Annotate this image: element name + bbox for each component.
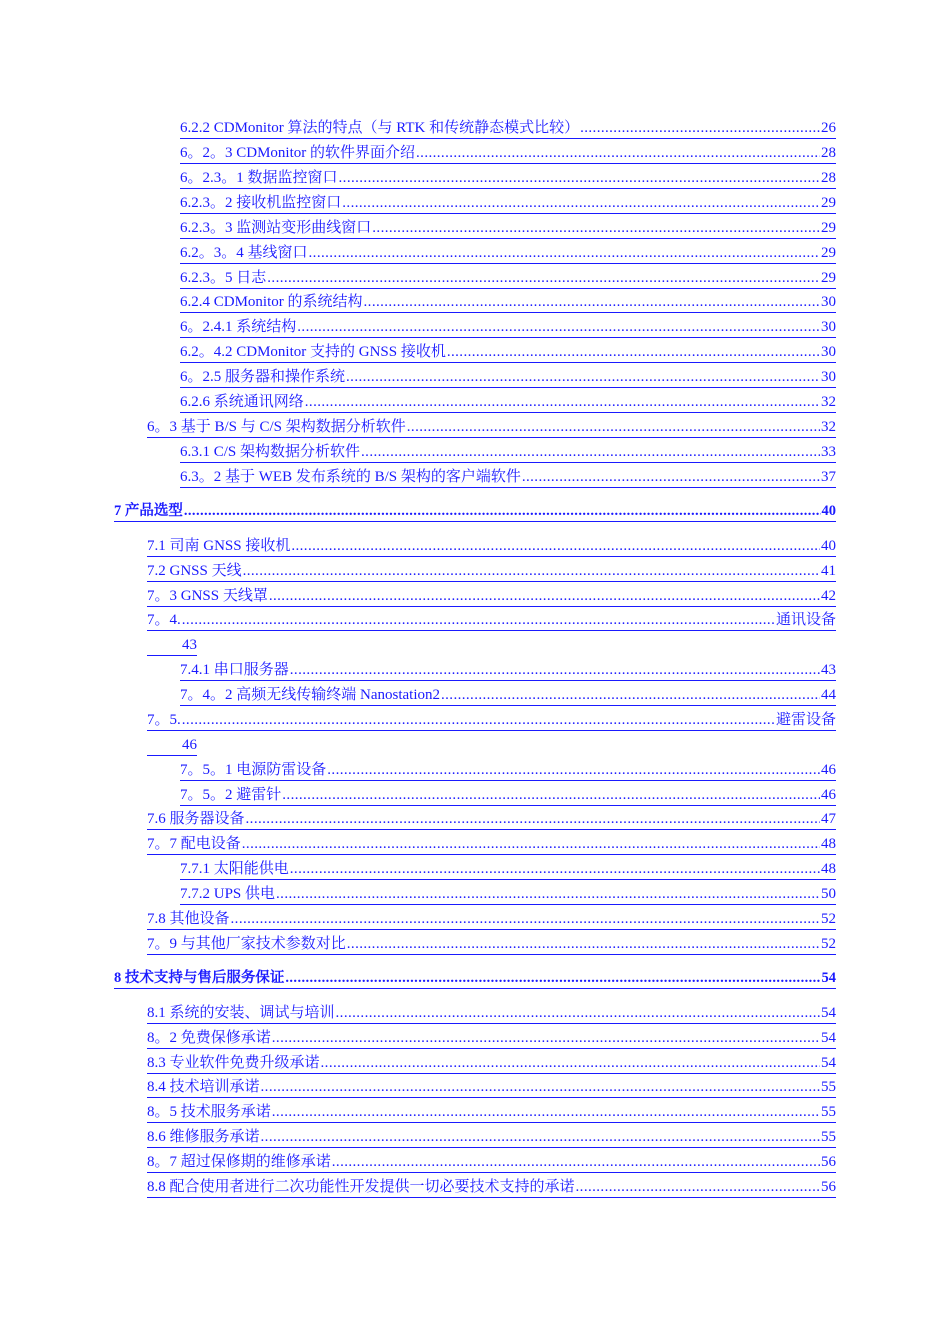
toc-entry[interactable] bbox=[147, 1077, 836, 1098]
toc-entry-text: 6。2.3。1 数据监控窗口 bbox=[180, 170, 338, 186]
toc-entry-text: 7。5。2 避雷针 bbox=[180, 787, 282, 803]
toc-entry[interactable] bbox=[147, 417, 836, 438]
toc-entry-text: 8.6 维修服务承诺 bbox=[147, 1129, 260, 1145]
toc-entry[interactable] bbox=[147, 909, 836, 930]
toc-entry[interactable] bbox=[180, 118, 836, 139]
toc-page-number: 42 bbox=[821, 588, 836, 604]
toc-entry-text: 7.8 其他设备 bbox=[147, 911, 230, 927]
toc-page-number-continuation[interactable]: 43 bbox=[147, 635, 197, 656]
toc-page-number: 46 bbox=[821, 787, 836, 803]
toc-entry-text: 6.2.6 系统通讯网络 bbox=[180, 394, 304, 410]
toc-entry-text: 7。3 GNSS 天线罩 bbox=[147, 588, 268, 604]
toc-entry[interactable] bbox=[147, 1053, 836, 1074]
toc-entry-text: 7。5. bbox=[147, 712, 181, 728]
toc-page-number: 43 bbox=[821, 662, 836, 678]
toc-entry[interactable] bbox=[180, 442, 836, 463]
toc-page-number: 44 bbox=[821, 687, 836, 703]
toc-page-number: 55 bbox=[821, 1129, 836, 1145]
toc-entry-tail: 通讯设备 bbox=[775, 612, 836, 628]
toc-page-number: 55 bbox=[821, 1079, 836, 1095]
toc-entry-text: 6.3。2 基于 WEB 发布系统的 B/S 架构的客户端软件 bbox=[180, 469, 521, 485]
toc-leader bbox=[243, 561, 820, 581]
toc-leader bbox=[580, 118, 820, 138]
toc-entry[interactable] bbox=[180, 168, 836, 189]
toc-leader bbox=[576, 1177, 820, 1197]
toc-entry[interactable] bbox=[147, 1003, 836, 1024]
toc-leader bbox=[447, 342, 820, 362]
toc-entry-text: 6。2。3 CDMonitor 的软件界面介绍 bbox=[180, 145, 416, 161]
toc-entry[interactable] bbox=[180, 660, 836, 681]
toc-page-number: 48 bbox=[821, 836, 836, 852]
toc-entry[interactable] bbox=[180, 760, 836, 781]
toc-leader bbox=[184, 501, 821, 521]
toc-entry-wrapped[interactable] bbox=[147, 710, 836, 731]
toc-entry-text: 6.2.3。5 日志 bbox=[180, 270, 267, 286]
toc-leader bbox=[272, 1028, 820, 1048]
toc-entry[interactable] bbox=[180, 785, 836, 806]
toc-entry-text: 8。7 超过保修期的维修承诺 bbox=[147, 1154, 331, 1170]
toc-entry-text: 7。7 配电设备 bbox=[147, 836, 241, 852]
toc-entry-text: 7.7.2 UPS 供电 bbox=[180, 886, 276, 902]
toc-entry[interactable] bbox=[147, 809, 836, 830]
toc-entry-text: 8.8 配合使用者进行二次功能性开发提供一切必要技术支持的承诺 bbox=[147, 1179, 575, 1195]
toc-entry-text: 8。2 免费保修承诺 bbox=[147, 1030, 271, 1046]
toc-leader bbox=[267, 268, 820, 288]
toc-entry-text: 8。5 技术服务承诺 bbox=[147, 1104, 271, 1120]
toc-leader bbox=[339, 168, 820, 188]
toc-entry-text: 6.3.1 C/S 架构数据分析软件 bbox=[180, 444, 361, 460]
toc-entry[interactable] bbox=[147, 1028, 836, 1049]
toc-leader bbox=[309, 243, 820, 263]
toc-page-number: 50 bbox=[821, 886, 836, 902]
toc-page-number: 40 bbox=[821, 503, 836, 519]
toc-leader bbox=[321, 1053, 820, 1073]
toc-entry-text: 6.2。4.2 CDMonitor 支持的 GNSS 接收机 bbox=[180, 344, 446, 360]
toc-leader bbox=[285, 968, 820, 988]
toc-entry-text: 7.6 服务器设备 bbox=[147, 811, 245, 827]
toc-page-number: 52 bbox=[821, 936, 836, 952]
toc-entry[interactable] bbox=[147, 561, 836, 582]
toc-leader bbox=[272, 1102, 820, 1122]
toc-page-number: 54 bbox=[821, 970, 836, 986]
toc-entry-text: 8.1 系统的安装、调试与培训 bbox=[147, 1005, 335, 1021]
toc-page-number: 46 bbox=[821, 762, 836, 778]
toc-page-number: 54 bbox=[821, 1005, 836, 1021]
toc-entry-text: 7。4. bbox=[147, 612, 181, 628]
toc-entry[interactable] bbox=[180, 243, 836, 264]
toc-page-number: 47 bbox=[821, 811, 836, 827]
toc-page-number: 54 bbox=[821, 1030, 836, 1046]
toc-entry[interactable] bbox=[147, 586, 836, 607]
toc-leader bbox=[231, 909, 820, 929]
toc-entry-text: 7.4.1 串口服务器 bbox=[180, 662, 289, 678]
toc-page-number: 29 bbox=[821, 195, 836, 211]
toc-entry-text: 6。2.4.1 系统结构 bbox=[180, 319, 297, 335]
toc-leader bbox=[327, 760, 820, 780]
toc-entry-text: 6。3 基于 B/S 与 C/S 架构数据分析软件 bbox=[147, 419, 406, 435]
toc-chapter-entry[interactable] bbox=[114, 968, 836, 989]
toc-entry-wrapped[interactable] bbox=[147, 610, 836, 631]
toc-page-number: 26 bbox=[821, 120, 836, 136]
toc-page-number: 40 bbox=[821, 538, 836, 554]
toc-entry-text: 7。4。2 高频无线传输终端 Nanostation2 bbox=[180, 687, 440, 703]
toc-page-number: 52 bbox=[821, 911, 836, 927]
toc-leader bbox=[182, 610, 775, 630]
toc-entry[interactable] bbox=[180, 193, 836, 214]
toc-entry-text: 7。9 与其他厂家技术参数对比 bbox=[147, 936, 346, 952]
toc-entry[interactable] bbox=[147, 934, 836, 955]
toc-page-number: 29 bbox=[821, 220, 836, 236]
toc-leader bbox=[416, 143, 820, 163]
toc-entry[interactable] bbox=[180, 342, 836, 363]
toc-page-number: 37 bbox=[821, 469, 836, 485]
toc-entry[interactable] bbox=[180, 884, 836, 905]
toc-entry[interactable] bbox=[147, 1102, 836, 1123]
toc-entry-text: 8.3 专业软件免费升级承诺 bbox=[147, 1055, 320, 1071]
toc-leader bbox=[305, 392, 820, 412]
toc-leader bbox=[407, 417, 820, 437]
toc-leader bbox=[297, 317, 820, 337]
toc-leader bbox=[276, 884, 820, 904]
toc-page-number: 55 bbox=[821, 1104, 836, 1120]
toc-page-number: 41 bbox=[821, 563, 836, 579]
toc-leader bbox=[347, 934, 820, 954]
toc-entry-text: 7。5。1 电源防雷设备 bbox=[180, 762, 327, 778]
toc-page-number: 30 bbox=[821, 294, 836, 310]
toc-leader bbox=[336, 1003, 820, 1023]
toc-leader bbox=[522, 467, 820, 487]
toc-page-number: 28 bbox=[821, 170, 836, 186]
toc-page-number: 28 bbox=[821, 145, 836, 161]
toc-leader bbox=[269, 586, 820, 606]
toc-entry-text: 7.7.1 太阳能供电 bbox=[180, 861, 289, 877]
toc-page-number: 54 bbox=[821, 1055, 836, 1071]
toc-entry[interactable] bbox=[180, 685, 836, 706]
toc-leader bbox=[282, 785, 820, 805]
toc-page-number-continuation[interactable]: 46 bbox=[147, 735, 197, 756]
toc-entry-text: 8 技术支持与售后服务保证 bbox=[114, 970, 285, 986]
toc-leader bbox=[290, 859, 820, 879]
toc-entry-text: 6.2。3。4 基线窗口 bbox=[180, 245, 308, 261]
toc-page-number: 30 bbox=[821, 319, 836, 335]
toc-page-number: 48 bbox=[821, 861, 836, 877]
toc-entry-text: 8.4 技术培训承诺 bbox=[147, 1079, 260, 1095]
toc-entry-tail: 避雷设备 bbox=[775, 712, 836, 728]
toc-entry[interactable] bbox=[180, 317, 836, 338]
toc-chapter-entry[interactable] bbox=[114, 501, 836, 522]
toc-entry[interactable] bbox=[147, 1127, 836, 1148]
toc-page-number: 30 bbox=[821, 369, 836, 385]
toc-entry-text: 6.2.3。2 接收机监控窗口 bbox=[180, 195, 342, 211]
toc-entry[interactable] bbox=[180, 859, 836, 880]
toc-entry[interactable] bbox=[180, 392, 836, 413]
toc-leader bbox=[441, 685, 820, 705]
toc-page-number: 29 bbox=[821, 270, 836, 286]
toc-entry[interactable] bbox=[147, 536, 836, 557]
toc-entry[interactable] bbox=[180, 467, 836, 488]
toc-page-number: 33 bbox=[821, 444, 836, 460]
toc-leader bbox=[342, 193, 820, 213]
toc-page-number: 56 bbox=[821, 1179, 836, 1195]
toc-leader bbox=[182, 710, 775, 730]
toc-page-number: 32 bbox=[821, 419, 836, 435]
toc-entry[interactable] bbox=[147, 834, 836, 855]
toc-entry-text: 7.1 司南 GNSS 接收机 bbox=[147, 538, 291, 554]
toc-entry[interactable] bbox=[147, 1177, 836, 1198]
toc-page-number: 30 bbox=[821, 344, 836, 360]
toc-entry[interactable] bbox=[180, 367, 836, 388]
toc-leader bbox=[246, 809, 820, 829]
toc-entry-text: 7 产品选型 bbox=[114, 503, 183, 519]
toc-entry[interactable] bbox=[180, 143, 836, 164]
toc-leader bbox=[372, 218, 820, 238]
toc-leader bbox=[242, 834, 820, 854]
toc-page-number: 56 bbox=[821, 1154, 836, 1170]
toc-leader bbox=[332, 1152, 820, 1172]
toc-page-number: 32 bbox=[821, 394, 836, 410]
toc-leader bbox=[291, 536, 820, 556]
toc-leader bbox=[290, 660, 820, 680]
toc-entry[interactable] bbox=[147, 1152, 836, 1173]
toc-leader bbox=[261, 1127, 820, 1147]
toc-leader bbox=[346, 367, 820, 387]
toc-entry-text: 7.2 GNSS 天线 bbox=[147, 563, 242, 579]
toc-leader bbox=[261, 1077, 820, 1097]
toc-entry-text: 6.2.4 CDMonitor 的系统结构 bbox=[180, 294, 363, 310]
toc-leader bbox=[361, 442, 820, 462]
toc-leader bbox=[364, 292, 820, 312]
toc-entry[interactable] bbox=[180, 218, 836, 239]
toc-entry-text: 6.2.3。3 监测站变形曲线窗口 bbox=[180, 220, 372, 236]
toc-entry[interactable] bbox=[180, 268, 836, 289]
toc-entry-text: 6.2.2 CDMonitor 算法的特点（与 RTK 和传统静态模式比较） bbox=[180, 120, 580, 136]
toc-page-number: 29 bbox=[821, 245, 836, 261]
toc-entry-text: 6。2.5 服务器和操作系统 bbox=[180, 369, 346, 385]
toc-entry[interactable] bbox=[180, 292, 836, 313]
